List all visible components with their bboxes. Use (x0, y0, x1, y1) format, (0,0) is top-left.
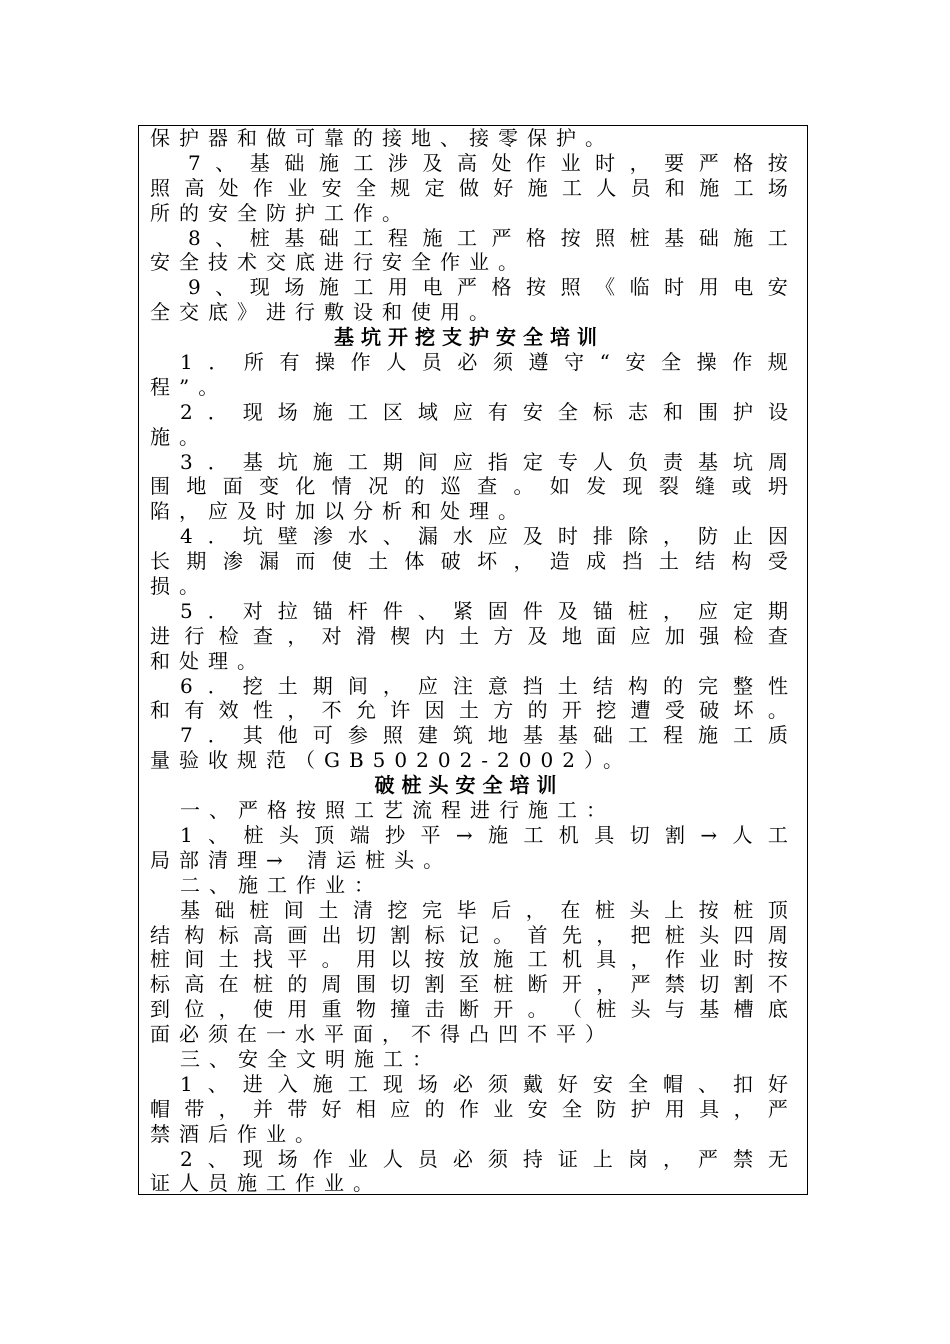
text-line: 进 行 检 查 ， 对 滑 楔 内 土 方 及 地 面 应 加 强 检 查 (150, 623, 788, 648)
text-line: 所的安全防护工作。 (150, 200, 411, 225)
text-line: 结 构 标 高 画 出 切 割 标 记 。 首 先 ， 把 桩 头 四 周 (150, 922, 788, 947)
text-line: 全交底》进行敷设和使用。 (150, 300, 498, 325)
text-line: 7 ． 其 他 可 参 照 建 筑 地 基 基 础 工 程 施 工 质 (180, 723, 788, 748)
text-line: 标 高 在 桩 的 周 围 切 割 至 桩 断 开 ， 严 禁 切 割 不 (150, 972, 788, 997)
text-line: 损。 (150, 574, 208, 599)
text-line: 基 础 桩 间 土 清 挖 完 毕 后 ， 在 桩 头 上 按 桩 顶 (180, 897, 788, 922)
section-heading: 破桩头安全培训 (374, 773, 564, 798)
text-line: 5 ． 对 拉 锚 杆 件 、 紧 固 件 及 锚 桩 ， 应 定 期 (180, 598, 788, 623)
text-line: 和 有 效 性 ， 不 允 许 因 土 方 的 开 挖 遭 受 破 坏 。 (150, 698, 788, 723)
text-line: 7 、 基 础 施 工 涉 及 高 处 作 业 时 ， 要 严 格 按 (188, 150, 788, 175)
text-line: 围 地 面 变 化 情 况 的 巡 查 。 如 发 现 裂 缝 或 坍 (150, 474, 788, 499)
text-line: 桩 间 土 找 平 。 用 以 按 放 施 工 机 具 ， 作 业 时 按 (150, 947, 788, 972)
text-line: 1 ． 所 有 操 作 人 员 必 须 遵 守 “ 安 全 操 作 规 (180, 350, 788, 375)
text-line: 帽 带 ， 并 带 好 相 应 的 作 业 安 全 防 护 用 具 ， 严 (150, 1096, 788, 1121)
text-line: 和处理。 (150, 648, 266, 673)
text-line: 4 ． 坑 壁 渗 水 、 漏 水 应 及 时 排 除 ， 防 止 因 (180, 524, 788, 549)
text-line: 二、施工作业： (180, 872, 383, 897)
text-line: 程”。 (150, 374, 228, 399)
text-line: 证人员施工作业。 (150, 1171, 382, 1196)
document-body (150, 126, 788, 1196)
text-line: 到 位 ， 使 用 重 物 撞 击 断 开 。 （ 桩 头 与 基 槽 底 (150, 997, 788, 1022)
text-line: 量验收规范（GB50202-2002）。 (150, 748, 632, 773)
text-line: 一、严格按照工艺流程进行施工： (180, 798, 615, 823)
text-line: 6 ． 挖 土 期 间 ， 应 注 意 挡 土 结 构 的 完 整 性 (180, 673, 788, 698)
text-line: 1 、 进 入 施 工 现 场 必 须 戴 好 安 全 帽 、 扣 好 (180, 1071, 788, 1096)
text-line: 局部清理→ 清运桩头。 (150, 847, 453, 872)
text-line: 禁酒后作业。 (150, 1121, 324, 1146)
text-line: 2 、 现 场 作 业 人 员 必 须 持 证 上 岗 ， 严 禁 无 (180, 1146, 788, 1171)
section-heading: 基坑开挖支护安全培训 (334, 325, 604, 350)
text-line: 照 高 处 作 业 安 全 规 定 做 好 施 工 人 员 和 施 工 场 (150, 175, 788, 200)
text-line: 陷，应及时加以分析和处理。 (150, 499, 527, 524)
text-line: 安全技术交底进行安全作业。 (150, 250, 527, 275)
text-line: 施。 (150, 424, 208, 449)
text-line: 长 期 渗 漏 而 使 土 体 破 坏 ， 造 成 挡 土 结 构 受 (150, 549, 788, 574)
text-line: 面必须在一水平面，不得凸凹不平） (150, 1022, 614, 1047)
text-line: 保护器和做可靠的接地、接零保护。 (150, 126, 614, 150)
text-line: 8 、 桩 基 础 工 程 施 工 严 格 按 照 桩 基 础 施 工 (188, 225, 788, 250)
text-line: 1 、 桩 头 顶 端 抄 平 → 施 工 机 具 切 割 → 人 工 (180, 822, 788, 847)
text-line: 9 、 现 场 施 工 用 电 严 格 按 照 《 临 时 用 电 安 (188, 275, 788, 300)
text-line: 3 ． 基 坑 施 工 期 间 应 指 定 专 人 负 责 基 坑 周 (180, 449, 788, 474)
text-line: 三、安全文明施工： (180, 1046, 441, 1071)
text-line: 2 ． 现 场 施 工 区 域 应 有 安 全 标 志 和 围 护 设 (180, 399, 788, 424)
